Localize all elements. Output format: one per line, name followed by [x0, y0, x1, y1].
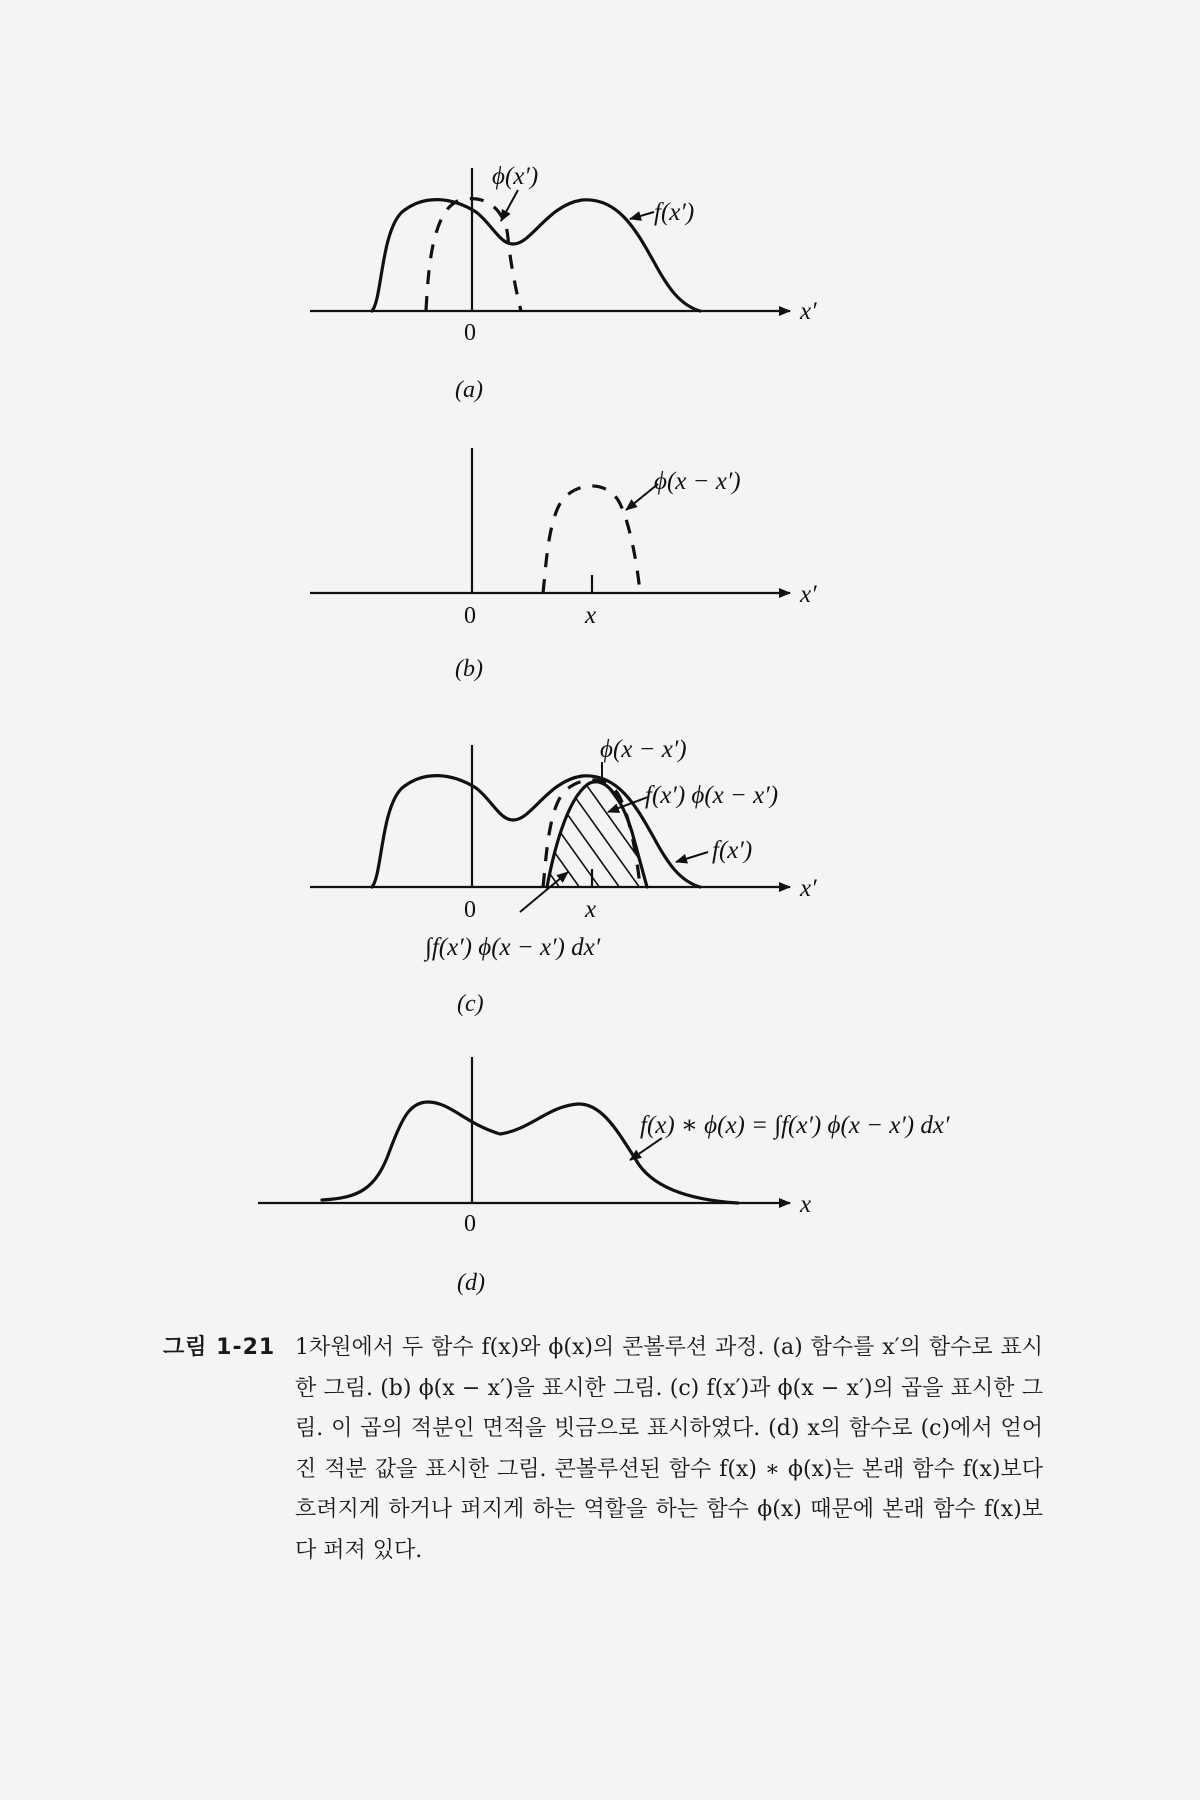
- origin-label-b: 0: [464, 603, 476, 629]
- figure-caption: [163, 1328, 1063, 1571]
- panel-label-d: (d): [457, 1270, 485, 1296]
- phi-label-c: ϕ(x − x′): [600, 736, 687, 763]
- equation-label-d: f(x) ∗ ϕ(x) = ∫f(x′) ϕ(x − x′) dx′: [640, 1112, 950, 1139]
- panel-a: [310, 163, 817, 403]
- tick-label-b: x: [585, 602, 597, 629]
- axis-label-d: x: [800, 1191, 812, 1218]
- phi-curve-a: [426, 199, 521, 311]
- panel-label-b: (b): [455, 656, 483, 682]
- panel-label-c: (c): [457, 991, 484, 1017]
- origin-label-a: 0: [464, 320, 476, 346]
- origin-label-d: 0: [464, 1211, 476, 1237]
- integral-label-c: ∫f(x′) ϕ(x − x′) dx′: [425, 934, 601, 961]
- caption-label: 그림 1-21: [163, 1335, 276, 1360]
- axis-label-a: x′: [800, 298, 817, 325]
- product-label-c: f(x′) ϕ(x − x′): [645, 782, 779, 809]
- panel-b: [310, 448, 817, 682]
- panel-d: [258, 1057, 950, 1296]
- axis-label-c: x′: [800, 875, 817, 902]
- f-leader-c: [676, 852, 708, 862]
- f-leader-a: [630, 212, 654, 219]
- panel-c: [310, 720, 817, 1017]
- axis-label-b: x′: [800, 581, 817, 608]
- tick-label-c: x: [585, 896, 597, 923]
- panel-label-a: (a): [455, 377, 483, 403]
- equation-leader-d: [630, 1138, 662, 1160]
- f-curve-a: [372, 200, 700, 311]
- caption-text: 1차원에서 두 함수 f(x)와 ϕ(x)의 콘볼루션 과정. (a) 함수를 x′의 함수로 표시한 그림. (b) ϕ(x − x′)을 표시한 그림. (c) f(x′)과 ϕ(x − x′)의 곱을 표시한 그림. 이 곱의 적분인 면적을 빗금으로 표시하였다. (d) x의 함수로 (c)에서 얻어진 적분 값을 표시한 그림. 콘볼루션된 함수 f(x) ∗ ϕ(x)는 본래 함수 f(x)보다 흐려지게 하거나 퍼지게 하는 역할을 하는 함수 ϕ(x) 때문에 본래 함수 f(x)보다 퍼져 있다.: [295, 1335, 1043, 1563]
- phi-leader-a: [501, 190, 518, 221]
- f-label-c: f(x′): [712, 837, 753, 864]
- f-label-a: f(x′): [654, 199, 695, 226]
- origin-label-c: 0: [464, 897, 476, 923]
- phi-label-a: ϕ(x′): [492, 163, 539, 190]
- phi-label-b: ϕ(x − x′): [654, 468, 741, 495]
